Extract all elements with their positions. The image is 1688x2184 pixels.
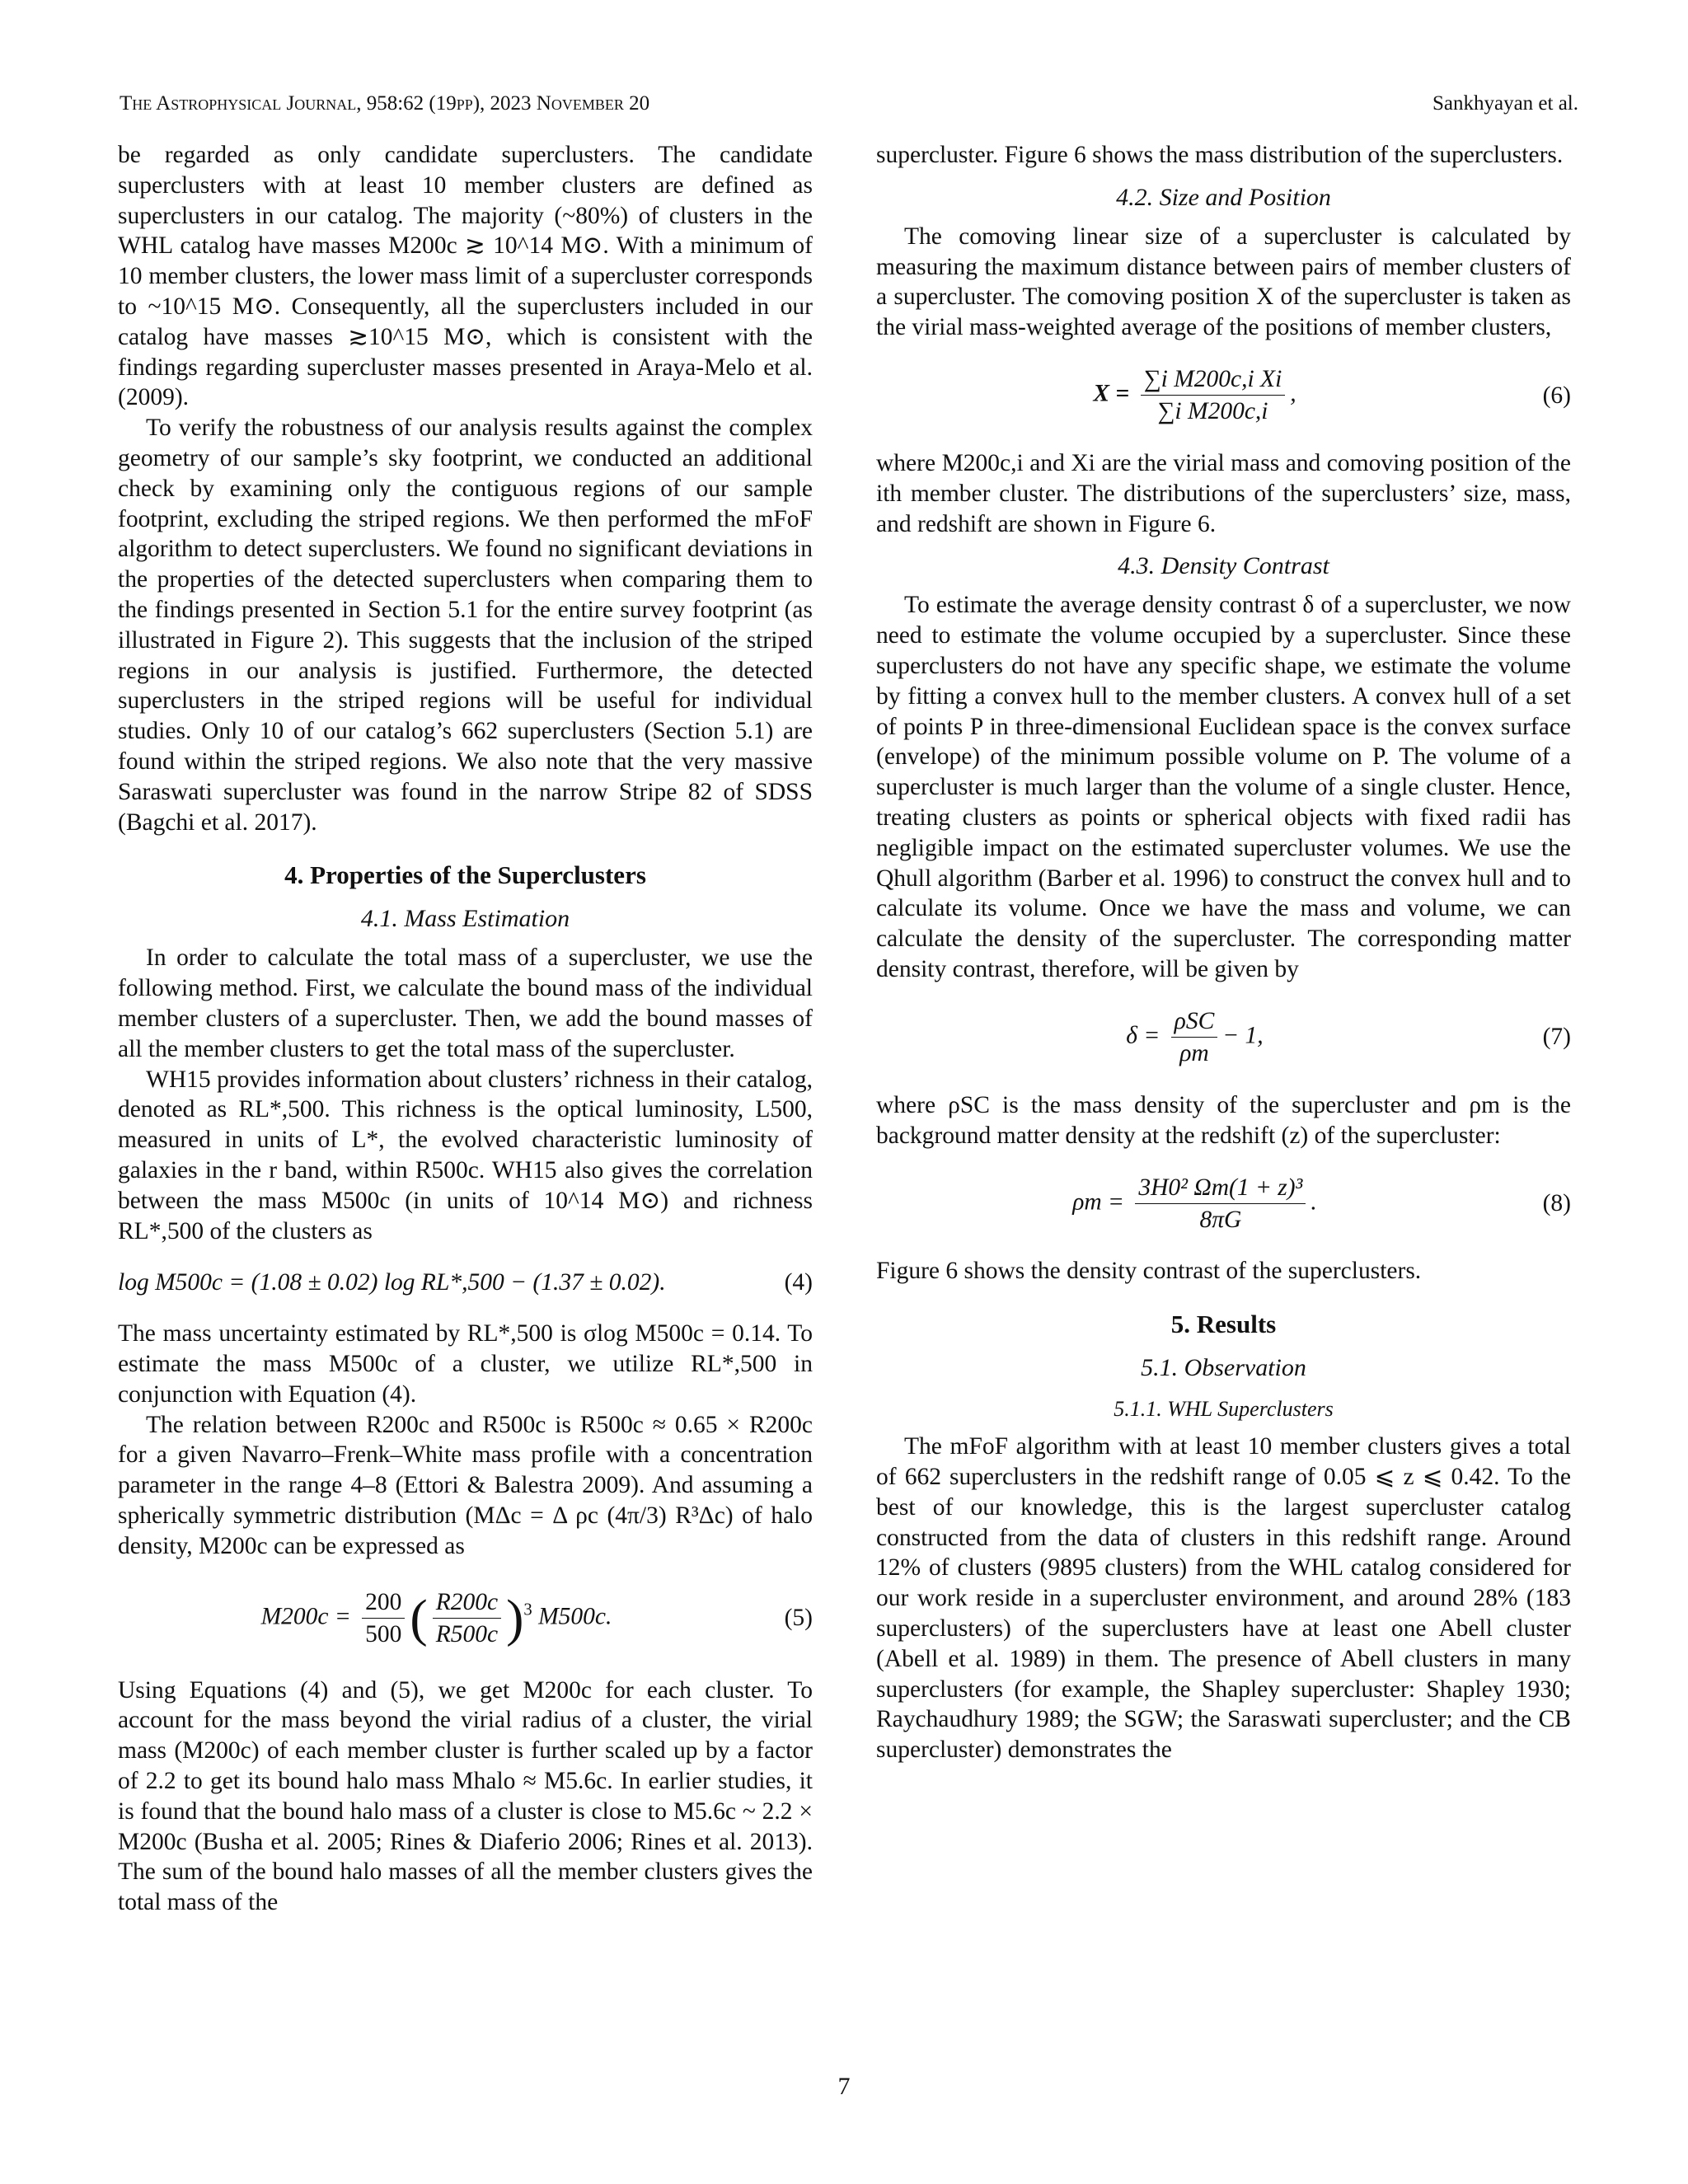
equation-body: [876, 365, 1513, 425]
numerator: R200c: [433, 1588, 501, 1619]
equation-fraction: [362, 1588, 405, 1648]
paragraph: The comoving linear size of a supercluster is calculated by measuring the maximum distance between pairs of member clusters of a supercluster. The comoving position X of the supercluster is taken as the virial mass-weighted average of the positions of member clusters,: [876, 223, 1571, 341]
section-heading: 5. Results: [1170, 1310, 1277, 1339]
paragraph: WH15 provides information about clusters’ richness in their catalog, denoted as RL*,500. This richness is the optical luminosity, L500, measured in units of L*, the evolved characteristic luminosity of galaxies in the r band, within R500c. WH15 also gives the correlation between the mass M500c (in units of 10^14 M⊙) and richness RL*,500 of the clusters as: [118, 1066, 813, 1244]
equation-number: (5): [784, 1605, 813, 1632]
subsection-heading: 5.1. Observation: [1141, 1354, 1306, 1382]
paragraph: where M200c,i and Xi are the virial mass and comoving position of the ith member cluster. The distributions of the superclusters’ size, mass, and redshift are shown in Figure 6.: [876, 449, 1571, 537]
numerator: 200: [362, 1588, 405, 1619]
subsection-heading: 4.3. Density Contrast: [1118, 552, 1329, 580]
section-heading: 4. Properties of the Superclusters: [284, 860, 646, 890]
author-running-title: Sankhyayan et al.: [1432, 92, 1578, 115]
equation-tail: ,: [1290, 380, 1296, 407]
equation-tail: − 1,: [1222, 1022, 1264, 1049]
equation-7: [876, 996, 1571, 1079]
equation-number: (6): [1542, 382, 1571, 409]
denominator: 500: [365, 1621, 402, 1648]
paragraph: The mass uncertainty estimated by RL*,500 is σlog M500c = 0.14. To estimate the mass M500c of a cluster, we utilize RL*,500 in conjunction with Equation (4).: [118, 1320, 813, 1408]
denominator: 8πG: [1199, 1206, 1242, 1233]
paragraph: In order to calculate the total mass of a supercluster, we use the following method. First, we calculate the bound mass of the individual member clusters of a supercluster. Then, we add the bound masses of all the member clusters to get the total mass of the supercluster.: [118, 944, 813, 1062]
paragraph: The mFoF algorithm with at least 10 member clusters gives a total of 662 superclusters in the redshift range of 0.05 ⩽ z ⩽ 0.42. To the best of our knowledge, this is the largest supercluster catalog constructed from the data of clusters in this redshift range. Around 12% of clusters (9895 clusters) from the WHL catalog considered for our work reside in a supercluster environment, and around 28% (183 superclusters) of the superclusters have at least one Abell cluster (Abell et al. 1989) in them. The presence of Abell clusters in many superclusters (for example, the Shapley supercluster: Shapley 1930; Raychaudhury 1989; the SGW; the Saraswati supercluster; and the CB supercluster) demonstrates the: [876, 1433, 1571, 1764]
denominator: ρm: [1179, 1040, 1209, 1067]
paragraph: be regarded as only candidate superclusters. The candidate superclusters with at least 10 member clusters are defined as superclusters in our catalog. The majority (~80%) of clusters in the WHL catalog have masses M200c ≳ 10^14 M⊙. With a minimum of 10 member clusters, the lower mass limit of a supercluster corresponds to ~10^15 M⊙. Consequently, all the superclusters included in our catalog have masses ≳10^15 M⊙, which is consistent with the findings regarding supercluster masses presented in Araya-Melo et al. (2009).: [118, 142, 813, 411]
paragraph: Using Equations (4) and (5), we get M200c for each cluster. To account for the mass beyond the virial radius of a cluster, the virial mass (M200c) of each member cluster is further scaled up by a factor of 2.2 to get its bound halo mass Mhalo ≈ M5.6c. In earlier studies, it is found that the bound halo mass of a cluster is close to M5.6c ~ 2.2 × M200c (Busha et al. 2005; Rines & Diaferio 2006; Rines et al. 2013). The sum of the bound halo masses of all the member clusters gives the total mass of the: [118, 1676, 813, 1916]
paragraph: To estimate the average density contrast δ of a supercluster, we now need to estimate the volume occupied by a supercluster. Since these superclusters do not have any specific shape, we estimate the volume by fitting a convex hull to the member clusters. A convex hull of a set of points P in three-dimensional Euclidean space is the convex surface (envelope) of the minimum possible volume on P. The volume of a supercluster is much larger than the volume of a single cluster. Hence, treating clusters as points or spherical objects with fixed radii has negligible impact on the estimated supercluster volumes. We use the Qhull algorithm (Barber et al. 1996) to construct the convex hull and to calculate its volume. Once we have the mass and volume, we can calculate the density of the supercluster. The corresponding matter density contrast, therefore, will be given by: [876, 592, 1571, 982]
equation-body: [118, 1588, 755, 1648]
right-paren: ): [506, 1588, 524, 1647]
equation-body: [876, 1007, 1513, 1067]
paragraph: To verify the robustness of our analysis results against the complex geometry of our sample’s sky footprint, we conducted an additional check by examining only the contiguous regions of our sample footprint, excluding the striped regions. We then performed the mFoF algorithm to detect superclusters. We found no significant deviations in the properties of the detected superclusters when comparing them to the findings presented in Section 5.1 for the entire survey footprint (as illustrated in Figure 2). This suggests that the inclusion of the striped regions in our analysis is justified. Furthermore, the detected superclusters in the striped regions will be useful for individual studies. Only 10 of our catalog’s 662 superclusters (Section 5.1) are found within the striped regions. We also note that the very massive Saraswati supercluster was found in the narrow Stripe 82 of SDSS (Bagchi et al. 2017).: [118, 415, 813, 836]
equation-lhs: X =: [1093, 380, 1130, 407]
exponent: 3: [523, 1601, 532, 1619]
paragraph: The relation between R200c and R500c is R500c ≈ 0.65 × R200c for a given Navarro–Frenk–White mass profile with a concentration parameter in the range 4–8 (Ettori & Balestra 2009). And assuming a spherically symmetric distribution (MΔc = Δ ρc (4π/3) R³Δc) of halo density, M200c can be expressed as: [118, 1411, 813, 1559]
equation-8: [876, 1162, 1571, 1244]
numerator: ρSC: [1171, 1007, 1218, 1038]
equation-fraction: [1171, 1007, 1218, 1067]
equation-rhs: M500c.: [538, 1603, 612, 1630]
equation-6: [876, 354, 1571, 437]
journal-citation: The Astrophysical Journal, 958:62 (19pp), 2023 November 20: [120, 92, 650, 115]
equation-lhs: δ =: [1126, 1022, 1160, 1049]
equation-body: log M500c = (1.08 ± 0.02) log RL*,500 − (1.37 ± 0.02).: [118, 1268, 666, 1296]
equation-tail: .: [1311, 1188, 1317, 1216]
right-column: [876, 140, 1571, 1765]
equation-4: [118, 1258, 813, 1307]
equation-5: [118, 1573, 813, 1664]
denominator: R500c: [435, 1621, 499, 1648]
equation-fraction: [433, 1588, 501, 1648]
subsection-heading: 4.2. Size and Position: [1116, 183, 1331, 211]
left-paren: (: [410, 1588, 428, 1647]
equation-number: (8): [1542, 1189, 1571, 1216]
equation-number: (4): [784, 1268, 813, 1296]
equation-fraction: [1135, 1174, 1306, 1234]
equation-lhs: M200c =: [260, 1603, 351, 1630]
numerator: 3H0² Ωm(1 + z)³: [1135, 1174, 1306, 1204]
equation-body: [876, 1174, 1513, 1234]
numerator: ∑i M200c,i Xi: [1141, 365, 1286, 396]
page-number: 7: [837, 2073, 851, 2100]
paragraph: supercluster. Figure 6 shows the mass distribution of the superclusters.: [876, 142, 1564, 168]
equation-lhs: ρm =: [1072, 1188, 1124, 1216]
paragraph: where ρSC is the mass density of the supercluster and ρm is the background matter density at the redshift (z) of the supercluster:: [876, 1091, 1571, 1149]
running-head: [120, 92, 1578, 125]
left-column: [118, 140, 813, 1918]
equation-fraction: [1141, 365, 1286, 425]
subsubsection-heading: 5.1.1. WHL Superclusters: [1114, 1397, 1334, 1422]
denominator: ∑i M200c,i: [1157, 398, 1268, 425]
paragraph: Figure 6 shows the density contrast of the superclusters.: [876, 1258, 1422, 1285]
equation-number: (7): [1542, 1024, 1571, 1051]
subsection-heading: 4.1. Mass Estimation: [360, 905, 570, 933]
